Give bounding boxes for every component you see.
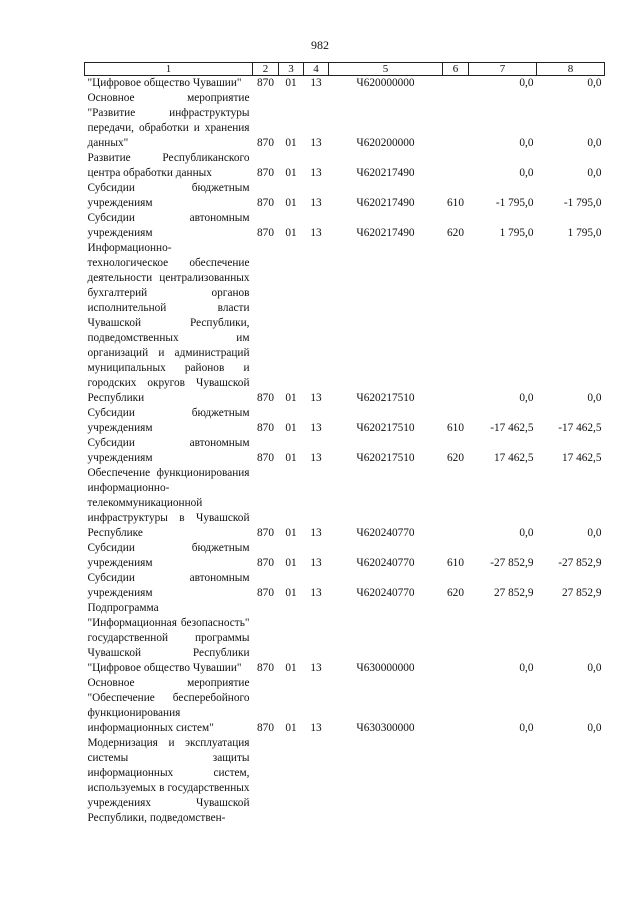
row-subsection-code: 13: [310, 662, 322, 674]
row-amount-year2: 0,0: [587, 137, 602, 149]
header-col-5: 5: [329, 63, 443, 76]
row-ministry-code: 870: [257, 587, 274, 599]
row-amount-year2: 27 852,9: [561, 587, 602, 599]
row-ministry-code: 870: [257, 392, 274, 404]
row-description: Основное мероприятие "Обеспечение бесперебойного функционирования информационных систем": [87, 677, 250, 734]
row-expense-type: [443, 91, 469, 151]
table-row: [85, 181, 605, 211]
header-col-7: 7: [469, 63, 537, 76]
header-col-1: 1: [85, 63, 253, 76]
table-row: [85, 601, 605, 676]
row-ministry-code: 870: [257, 662, 274, 674]
row-section-code: 01: [285, 422, 297, 434]
row-section-code: [279, 736, 304, 826]
row-section-code: 01: [285, 77, 297, 89]
row-subsection-code: 13: [310, 557, 322, 569]
header-col-2: 2: [253, 63, 279, 76]
table-row: [85, 406, 605, 436]
row-expense-type: [443, 76, 469, 92]
row-description: "Цифровое общество Чувашии": [87, 77, 242, 89]
row-subsection-code: 13: [310, 227, 322, 239]
row-subsection-code: 13: [310, 197, 322, 209]
table-row: [85, 571, 605, 601]
row-expense-type: 610: [447, 197, 464, 209]
row-ministry-code: 870: [257, 197, 274, 209]
row-description: Информационно-технологическое обеспечение деятельности централизованных бухгалтерий органов исполнительной власти Чувашской Республики, подведомственных им организаций и администраций муниципальных районов и городских округов Чувашской Республики: [87, 242, 250, 404]
row-ministry-code: 870: [257, 452, 274, 464]
row-ministry-code: 870: [257, 557, 274, 569]
row-subsection-code: 13: [310, 422, 322, 434]
row-description: Субсидии автономным учреждениям: [87, 572, 250, 599]
table-row: [85, 151, 605, 181]
row-amount-year1: 0,0: [519, 167, 534, 179]
row-amount-year2: 0,0: [587, 722, 602, 734]
row-target-article: Ч620240770: [356, 557, 415, 569]
row-ministry-code: 870: [257, 77, 274, 89]
row-ministry-code: 870: [257, 527, 274, 539]
table-row: [85, 241, 605, 406]
row-amount-year2: -17 462,5: [558, 422, 602, 434]
table-row: [85, 76, 605, 92]
row-description: Субсидии бюджетным учреждениям: [87, 182, 250, 209]
table-row: [85, 466, 605, 541]
row-amount-year2: 1 795,0: [567, 227, 602, 239]
row-target-article: Ч620217510: [356, 452, 415, 464]
budget-table: [84, 62, 605, 826]
row-ministry-code: [253, 736, 279, 826]
table-row: [85, 91, 605, 151]
row-amount-year2: -27 852,9: [558, 557, 602, 569]
row-subsection-code: 13: [310, 452, 322, 464]
table-row: [85, 541, 605, 571]
row-subsection-code: 13: [310, 167, 322, 179]
row-ministry-code: 870: [257, 137, 274, 149]
row-expense-type: 620: [447, 452, 464, 464]
row-target-article: Ч620240770: [356, 527, 415, 539]
row-section-code: 01: [285, 227, 297, 239]
row-description: Подпрограмма "Информационная безопасность" государственной программы Чувашской Республики "Цифровое общество Чувашии": [87, 602, 250, 674]
table-row: [85, 736, 605, 826]
row-description: Модернизация и эксплуатация системы защиты информационных систем, используемых в государственных учреждениях Чувашской Республики, подведомствен-: [87, 737, 250, 824]
row-ministry-code: 870: [257, 227, 274, 239]
row-description: Субсидии бюджетным учреждениям: [87, 407, 250, 434]
header-col-8: 8: [537, 63, 605, 76]
row-amount-year1: 0,0: [519, 722, 534, 734]
row-amount-year2: [537, 736, 605, 826]
row-expense-type: 620: [447, 587, 464, 599]
row-description: Субсидии автономным учреждениям: [87, 212, 250, 239]
row-expense-type: 620: [447, 227, 464, 239]
row-expense-type: 610: [447, 422, 464, 434]
row-target-article: Ч620000000: [356, 77, 415, 89]
row-amount-year1: [469, 736, 537, 826]
row-subsection-code: 13: [310, 77, 322, 89]
row-section-code: 01: [285, 662, 297, 674]
row-target-article: Ч620217490: [356, 167, 415, 179]
row-description: Основное мероприятие "Развитие инфраструктуры передачи, обработки и хранения данных": [87, 92, 250, 149]
table-row: [85, 211, 605, 241]
row-amount-year1: 27 852,9: [493, 587, 534, 599]
row-subsection-code: 13: [310, 137, 322, 149]
row-target-article: Ч620217490: [356, 227, 415, 239]
row-amount-year2: 0,0: [587, 392, 602, 404]
row-section-code: 01: [285, 392, 297, 404]
row-section-code: 01: [285, 527, 297, 539]
row-expense-type: [443, 466, 469, 541]
row-expense-type: [443, 241, 469, 406]
row-amount-year1: 0,0: [519, 77, 534, 89]
row-target-article: [329, 736, 443, 826]
row-amount-year2: 17 462,5: [561, 452, 602, 464]
row-section-code: 01: [285, 452, 297, 464]
row-amount-year2: 0,0: [587, 167, 602, 179]
row-section-code: 01: [285, 167, 297, 179]
row-target-article: Ч620217510: [356, 422, 415, 434]
row-target-article: Ч620200000: [356, 137, 415, 149]
row-subsection-code: 13: [310, 527, 322, 539]
row-amount-year2: 0,0: [587, 527, 602, 539]
row-subsection-code: 13: [310, 722, 322, 734]
row-amount-year1: 0,0: [519, 662, 534, 674]
row-target-article: Ч630000000: [356, 662, 415, 674]
row-subsection-code: 13: [310, 587, 322, 599]
row-amount-year2: -1 795,0: [563, 197, 602, 209]
row-amount-year1: -27 852,9: [490, 557, 534, 569]
row-section-code: 01: [285, 587, 297, 599]
row-amount-year1: 1 795,0: [499, 227, 534, 239]
row-expense-type: [443, 736, 469, 826]
row-subsection-code: 13: [310, 392, 322, 404]
row-target-article: Ч620217510: [356, 392, 415, 404]
row-ministry-code: 870: [257, 722, 274, 734]
row-expense-type: 610: [447, 557, 464, 569]
row-description: Обеспечение функционирования информационно-телекоммуникационной инфраструктуры в Чувашской Республике: [87, 467, 250, 539]
row-description: Субсидии автономным учреждениям: [87, 437, 250, 464]
row-expense-type: [443, 151, 469, 181]
row-target-article: Ч630300000: [356, 722, 415, 734]
header-col-6: 6: [443, 63, 469, 76]
table-row: [85, 436, 605, 466]
row-section-code: 01: [285, 722, 297, 734]
row-amount-year1: -1 795,0: [495, 197, 534, 209]
row-expense-type: [443, 601, 469, 676]
row-description: Развитие Республиканского центра обработки данных: [87, 152, 250, 179]
row-ministry-code: 870: [257, 167, 274, 179]
row-expense-type: [443, 676, 469, 736]
row-section-code: 01: [285, 137, 297, 149]
page-number: 982: [311, 38, 329, 52]
row-description: Субсидии бюджетным учреждениям: [87, 542, 250, 569]
row-amount-year2: 0,0: [587, 77, 602, 89]
row-section-code: 01: [285, 197, 297, 209]
row-amount-year1: 0,0: [519, 137, 534, 149]
table-body: [85, 76, 605, 827]
row-amount-year1: 17 462,5: [493, 452, 534, 464]
table-header-row: [85, 63, 605, 76]
header-col-3: 3: [279, 63, 304, 76]
header-col-4: 4: [304, 63, 329, 76]
row-amount-year2: 0,0: [587, 662, 602, 674]
row-amount-year1: -17 462,5: [490, 422, 534, 434]
row-ministry-code: 870: [257, 422, 274, 434]
row-target-article: Ч620240770: [356, 587, 415, 599]
row-target-article: Ч620217490: [356, 197, 415, 209]
row-amount-year1: 0,0: [519, 392, 534, 404]
row-section-code: 01: [285, 557, 297, 569]
row-subsection-code: [304, 736, 329, 826]
row-amount-year1: 0,0: [519, 527, 534, 539]
table-row: [85, 676, 605, 736]
